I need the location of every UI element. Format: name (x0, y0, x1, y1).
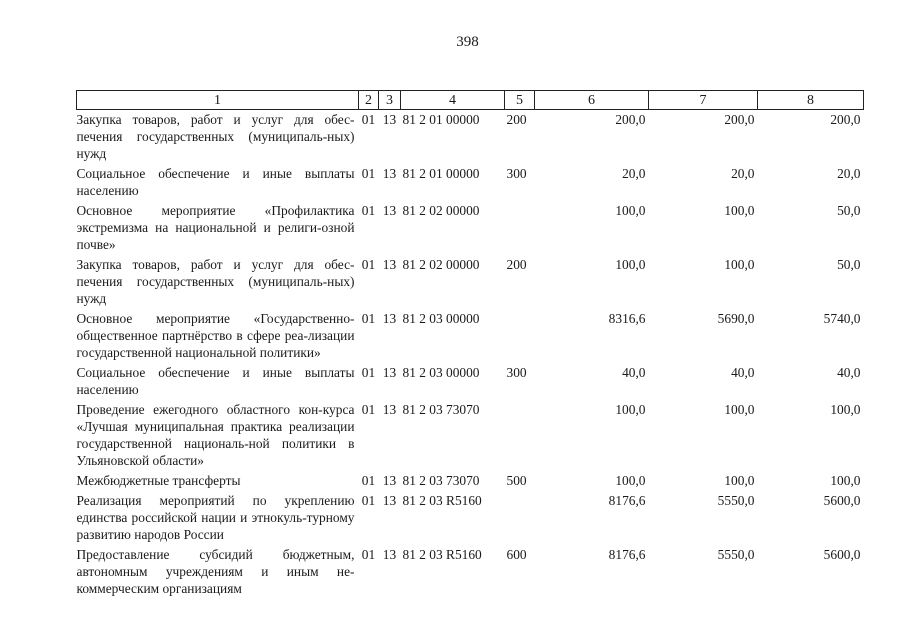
header-col-2: 2 (359, 91, 379, 110)
row-value-col7: 100,0 (724, 402, 755, 417)
row-expense-type: 600 (506, 547, 527, 562)
row-expense-type (505, 400, 535, 471)
row-description: Основное мероприятие «Профилактика экстремизма на национальной и религи-озной почве» (76, 203, 355, 252)
row-value-col7: 200,0 (724, 112, 755, 127)
table-row (77, 309, 864, 363)
row-value-col6: 8176,6 (608, 547, 646, 562)
row-value-col7: 5550,0 (717, 493, 755, 508)
row-section: 01 (361, 166, 376, 181)
table-row (77, 400, 864, 471)
row-value-col6: 40,0 (622, 365, 646, 380)
row-value-col6: 100,0 (615, 402, 646, 417)
row-subsection: 13 (382, 311, 397, 326)
row-subsection: 13 (382, 365, 397, 380)
row-value-col6: 100,0 (615, 473, 646, 488)
row-description: Закупка товаров, работ и услуг для обес-печения государственных (муниципаль-ных) нужд (76, 112, 355, 161)
row-description: Основное мероприятие «Государственно-общественное партнёрство в сфере реа-лизации государственной национальной политики» (76, 311, 355, 360)
table-row (77, 363, 864, 400)
row-description: Социальное обеспечение и иные выплаты населению (76, 166, 355, 198)
table-row (77, 110, 864, 165)
row-value-col6: 8316,6 (608, 311, 646, 326)
row-target-code: 81 2 01 00000 (402, 166, 480, 181)
table-row (77, 201, 864, 255)
row-section: 01 (361, 473, 376, 488)
row-subsection: 13 (382, 112, 397, 127)
row-value-col8: 200,0 (830, 112, 861, 127)
row-value-col8: 5600,0 (823, 493, 861, 508)
row-section: 01 (361, 402, 376, 417)
budget-table (76, 90, 864, 599)
table-row (77, 255, 864, 309)
row-value-col8: 5600,0 (823, 547, 861, 562)
row-value-col7: 20,0 (731, 166, 755, 181)
row-target-code: 81 2 02 00000 (402, 203, 480, 218)
row-description: Проведение ежегодного областного кон-курса «Лучшая муниципальная практика реализации государственной националь-ной политики в Ульяновской области» (76, 402, 355, 468)
header-col-3: 3 (379, 91, 401, 110)
row-value-col8: 20,0 (837, 166, 861, 181)
row-section: 01 (361, 112, 376, 127)
row-value-col7: 40,0 (731, 365, 755, 380)
row-description: Социальное обеспечение и иные выплаты населению (76, 365, 355, 397)
row-description: Межбюджетные трансферты (76, 473, 241, 488)
table-row (77, 545, 864, 599)
row-target-code: 81 2 03 73070 (402, 402, 480, 417)
header-col-7: 7 (649, 91, 758, 110)
row-section: 01 (361, 257, 376, 272)
row-value-col7: 100,0 (724, 203, 755, 218)
row-expense-type (505, 491, 535, 545)
header-col-5: 5 (505, 91, 535, 110)
row-description: Закупка товаров, работ и услуг для обес-печения государственных (муниципаль-ных) нужд (76, 257, 355, 306)
row-subsection: 13 (382, 203, 397, 218)
header-col-1: 1 (77, 91, 359, 110)
row-subsection: 13 (382, 493, 397, 508)
row-value-col8: 100,0 (830, 473, 861, 488)
row-description: Предоставление субсидий бюджетным, автономным учреждениям и иным не-коммерческим организациям (76, 547, 355, 596)
row-target-code: 81 2 02 00000 (402, 257, 480, 272)
header-col-6: 6 (535, 91, 649, 110)
row-subsection: 13 (382, 473, 397, 488)
row-expense-type (505, 201, 535, 255)
header-col-8: 8 (758, 91, 864, 110)
row-value-col8: 50,0 (837, 203, 861, 218)
row-value-col7: 5690,0 (717, 311, 755, 326)
row-expense-type: 300 (506, 166, 527, 181)
header-col-4: 4 (401, 91, 505, 110)
row-expense-type: 500 (506, 473, 527, 488)
row-value-col6: 100,0 (615, 203, 646, 218)
row-target-code: 81 2 03 R5160 (402, 493, 482, 508)
row-value-col6: 20,0 (622, 166, 646, 181)
row-target-code: 81 2 03 00000 (402, 365, 480, 380)
row-section: 01 (361, 203, 376, 218)
row-value-col8: 40,0 (837, 365, 861, 380)
row-value-col7: 100,0 (724, 473, 755, 488)
row-value-col7: 100,0 (724, 257, 755, 272)
row-subsection: 13 (382, 547, 397, 562)
row-subsection: 13 (382, 166, 397, 181)
row-value-col8: 50,0 (837, 257, 861, 272)
table-row (77, 471, 864, 491)
row-target-code: 81 2 03 R5160 (402, 547, 482, 562)
table-row (77, 491, 864, 545)
row-value-col6: 100,0 (615, 257, 646, 272)
row-value-col6: 8176,6 (608, 493, 646, 508)
row-subsection: 13 (382, 257, 397, 272)
row-description: Реализация мероприятий по укреплению единства российской нации и этнокуль-турному развитию народов России (76, 493, 355, 542)
row-expense-type: 200 (506, 257, 527, 272)
row-value-col7: 5550,0 (717, 547, 755, 562)
row-value-col8: 5740,0 (823, 311, 861, 326)
row-target-code: 81 2 01 00000 (402, 112, 480, 127)
row-expense-type: 300 (506, 365, 527, 380)
row-section: 01 (361, 365, 376, 380)
row-section: 01 (361, 311, 376, 326)
row-target-code: 81 2 03 00000 (402, 311, 480, 326)
row-value-col8: 100,0 (830, 402, 861, 417)
row-expense-type: 200 (506, 112, 527, 127)
row-subsection: 13 (382, 402, 397, 417)
table-row (77, 164, 864, 201)
row-target-code: 81 2 03 73070 (402, 473, 480, 488)
page-number: 398 (456, 34, 479, 50)
row-section: 01 (361, 547, 376, 562)
row-expense-type (505, 309, 535, 363)
header-row (77, 91, 864, 110)
row-value-col6: 200,0 (615, 112, 646, 127)
row-section: 01 (361, 493, 376, 508)
